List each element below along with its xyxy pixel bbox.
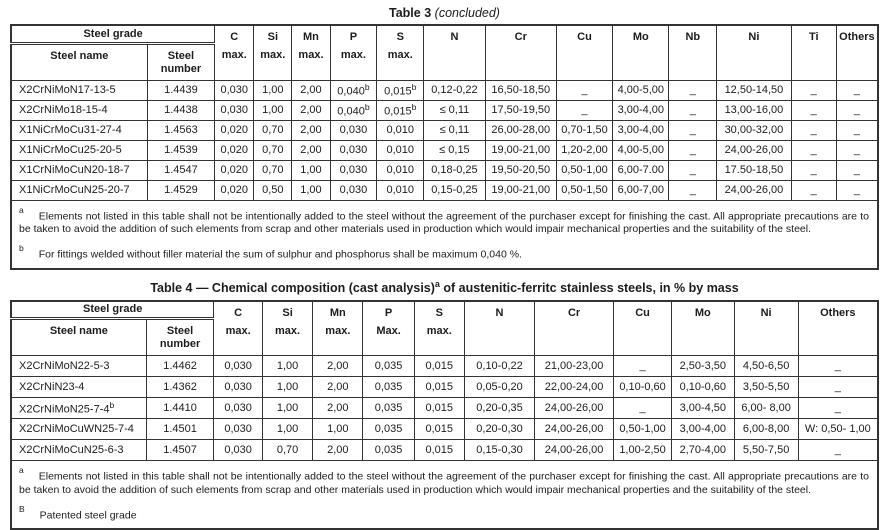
footnote-marker: b [19,243,24,253]
col-header-s [414,301,464,356]
table-row [11,440,878,461]
steel-number-header: Steel number [147,43,215,80]
value-cell: 3,50-5,50 [734,377,798,398]
value-cell: _ [614,356,672,377]
value-cell: 0,10-0,22 [464,356,534,377]
footnote-marker: B [19,503,25,514]
footnote-B [19,505,869,523]
value-cell: 4,00-5,00 [613,140,669,160]
steel-number-cell: 1.4501 [146,419,214,440]
value-cell: ≤ 0,11 [424,100,486,120]
value-cell: _ [669,180,717,200]
value-cell: 6,00- 8,00 [734,398,798,419]
table4-title [0,277,889,296]
element-max-label [792,44,836,49]
steel-number-cell: 1.4547 [147,160,215,180]
value-cell: _ [669,160,717,180]
col-header-ni [717,25,792,80]
element-symbol: C [230,31,239,43]
value-cell: 0,12-0,22 [424,80,486,100]
value-cell: 24,00-26,00 [717,140,792,160]
value-cell: W: 0,50- 1,00 [798,419,878,440]
value-cell: 0,030 [214,377,263,398]
value-cell: 3,00-4,00 [613,100,669,120]
value-cell: 0,50 [254,180,292,200]
value-cell: 1,00 [262,419,312,440]
value-cell: 1,00 [254,100,292,120]
footnote-cell [11,461,878,530]
element-max-label [486,44,556,49]
element-max-label: max. [225,324,251,337]
steel-number-cell: 1.4439 [147,80,215,100]
footnote-text: Elements not listed in this table shall not be intentionally added to the steel without the agreement of the purchaser except for finishing the cast. All appropriate precautions are to be taken to avoid the addition of such elements from scrap and other materials used in production which would impair mechanical properties and the suitability of the steel. [19,210,869,235]
steel-name-cell: X1NiCrMoCuN25-20-7 [11,180,147,200]
table3 [10,24,879,270]
value-cell: 0,020 [215,180,254,200]
col-header-others [836,25,878,80]
value-cell: 24,00-26,00 [717,180,792,200]
value-cell: 0,030 [215,100,254,120]
col-header-mn [292,25,330,80]
footnote-b [19,244,869,262]
value-cell: _ [791,120,836,140]
value-cell: 2,00 [313,377,363,398]
steel-name-cell: X1NiCrMoCu31-27-4 [11,120,147,140]
value-cell: _ [669,80,717,100]
element-max-label: max. [387,49,413,61]
value-cell: 2,00 [292,120,330,140]
table-row [11,180,878,200]
element-max-label [735,320,798,325]
steel-name-cell: X2CrNiN23-4 [11,377,146,398]
element-symbol: Cr [514,31,527,43]
steel-name-cell: X2CrNiMoN17-13-5 [11,80,147,100]
element-max-label: Max. [376,324,401,337]
element-symbol: Others [839,31,875,43]
col-header-ni [734,301,798,356]
value-cell: 6,00-7.00 [613,160,669,180]
element-symbol: Si [267,31,279,43]
value-cell: 2,00 [292,80,330,100]
table3-title-main: Table 3 [389,6,432,20]
table-row [11,140,878,160]
footnote-ref: b [109,400,115,411]
table-row [11,419,878,440]
value-cell: 1,00 [262,398,312,419]
footnote-a [19,206,869,237]
element-max-label [613,44,668,49]
value-cell: 5,50-7,50 [734,440,798,461]
value-cell: 1,00-2,50 [614,440,672,461]
value-cell: 6,00-8,00 [734,419,798,440]
col-header-si [254,25,292,80]
element-max-label [799,320,877,325]
value-cell: 0,015 [414,356,464,377]
element-symbol: Mo [694,306,711,319]
element-max-label: max. [298,49,324,61]
value-cell: 0,030 [330,140,377,160]
col-header-c [215,25,254,80]
col-header-n [464,301,534,356]
value-cell: 0,035 [363,377,414,398]
element-max-label [672,320,733,325]
value-cell: _ [798,356,878,377]
value-cell: _ [791,100,836,120]
value-cell: _ [836,140,878,160]
steel-name-cell: X2CrNiMo18-15-4 [11,100,147,120]
value-cell: 0,040$^b$ [330,100,377,120]
table-row [11,80,878,100]
col-header-cu [614,301,672,356]
steel-name-cell: X2CrNiMoCuN25-6-3 [11,440,146,461]
value-cell: 21,00-23,00 [535,356,614,377]
table4-footnotes [11,461,878,530]
col-header-cr [535,301,614,356]
table-row [11,356,878,377]
value-cell: 4,50-6,50 [734,356,798,377]
table-row [11,100,878,120]
col-header-p [330,25,377,80]
value-cell: _ [836,100,878,120]
element-symbol: S [396,31,404,43]
value-cell: _ [669,120,717,140]
value-cell: _ [791,140,836,160]
value-cell: 0,010 [377,180,424,200]
col-header-cu [556,25,612,80]
footnote-ref: b [411,82,417,93]
value-cell: 2,00 [313,440,363,461]
value-cell: _ [791,180,836,200]
steel-number-cell: 1.4539 [147,140,215,160]
element-symbol: S [435,306,443,319]
element-max-label [837,44,877,49]
value-cell: 0,035 [363,440,414,461]
table-row [11,120,878,140]
value-cell: 1,20-2,00 [556,140,612,160]
footnote-a [19,466,869,497]
element-symbol: Cu [577,31,592,43]
value-cell: 1,00 [262,377,312,398]
value-cell: 0,020 [215,140,254,160]
footnote-text: Patented steel grade [39,509,137,522]
steel-number-cell: 1.4563 [147,120,215,140]
element-max-label [717,44,791,49]
value-cell: _ [614,398,672,419]
footnote-marker: a [19,465,24,476]
value-cell: 2,50-3,50 [672,356,734,377]
steel-name-cell: X2CrNiMoN22-5-3 [11,356,146,377]
table3-footnotes [11,200,878,269]
col-header-mo [613,25,669,80]
steel-number-cell: 1.4529 [147,180,215,200]
steel-name-cell: X2CrNiMoCuWN25-7-4 [11,419,146,440]
value-cell: 1,00 [292,180,330,200]
element-max-label: max. [275,324,301,337]
table3-title-note: (concluded) [434,6,500,20]
steel-name-header: Steel name [11,319,146,356]
element-symbol: Others [820,306,856,319]
value-cell: 0,020 [215,120,254,140]
value-cell: 0,040$^b$ [330,80,377,100]
table-row [11,160,878,180]
value-cell: _ [836,120,878,140]
value-cell: 30,00-32,00 [717,120,792,140]
steel-name-cell: X1NiCrMoCu25-20-5 [11,140,147,160]
steel-number-cell: 1.4410 [146,398,214,419]
value-cell: 6,00-7,00 [613,180,669,200]
element-symbol: Mn [329,306,346,319]
element-symbol: Nb [685,31,701,43]
value-cell: 0,10-0,60 [672,377,734,398]
value-cell: 0,015 [414,419,464,440]
value-cell: 0,015$^b$ [377,100,424,120]
value-cell: 2,70-4,00 [672,440,734,461]
value-cell: 0,010 [377,120,424,140]
value-cell: _ [798,377,878,398]
value-cell: 0,030 [214,398,263,419]
steel-grade-group-header: Steel grade [11,301,214,319]
value-cell: 0,030 [330,160,377,180]
element-symbol: Ni [748,31,760,43]
col-header-n [424,25,486,80]
value-cell: 3,00-4,00 [613,120,669,140]
element-symbol: P [349,31,358,43]
footnote-ref: b [364,102,370,113]
value-cell: 0,50-1,00 [556,160,612,180]
value-cell: 0,10-0,60 [614,377,672,398]
table3-body [11,80,878,200]
value-cell: 0,015 [414,377,464,398]
element-symbol: Ti [808,31,819,43]
element-max-label: max. [260,49,286,61]
value-cell: 0,50-1,00 [614,419,672,440]
value-cell: 0,030 [215,80,254,100]
col-header-mn [313,301,363,356]
element-symbol: Cu [635,306,650,319]
value-cell: _ [798,398,878,419]
steel-name-cell: X1CrNiMoCuN20-18-7 [11,160,147,180]
element-symbol: N [495,306,504,319]
value-cell: 19,50-20,50 [485,160,556,180]
element-max-label: max. [340,49,366,61]
table4-body [11,356,878,461]
value-cell: _ [791,80,836,100]
col-header-others [798,301,878,356]
value-cell: 0,035 [363,419,414,440]
value-cell: 0,030 [214,419,263,440]
value-cell: 0,15-0,25 [424,180,486,200]
col-header-cr [485,25,556,80]
value-cell: 17,50-19,50 [485,100,556,120]
value-cell: _ [791,160,836,180]
value-cell: 2,00 [313,398,363,419]
element-max-label [669,44,716,49]
steel-grade-group-header: Steel grade [11,25,215,43]
value-cell: 0,20-0,35 [464,398,534,419]
footnote-text: For fittings welded without filler material the sum of sulphur and phosphorus shall be maximum 0,040 %. [38,248,522,261]
value-cell: 3,00-4,00 [672,419,734,440]
value-cell: 0,015 [414,398,464,419]
value-cell: 0,030 [214,440,263,461]
element-max-label: max. [221,49,247,61]
element-max-label [465,320,534,325]
element-max-label [424,44,485,49]
footnote-ref: b [411,102,417,113]
table4-title-main: Table 4 — Chemical composition (cast analysis) [150,280,435,295]
value-cell: 2,00 [292,140,330,160]
value-cell: 26,00-28,00 [485,120,556,140]
steel-number-cell: 1.4438 [147,100,215,120]
steel-number-cell: 1.4507 [146,440,214,461]
steel-name-cell: X2CrNiMoN25-7-4$^b$ [11,398,146,419]
steel-number-cell: 1.4462 [146,356,214,377]
element-max-label [614,320,671,325]
element-max-label [557,44,612,49]
table4-header [11,301,878,356]
value-cell: _ [798,440,878,461]
value-cell: _ [556,80,612,100]
value-cell: 0,035 [363,398,414,419]
table3-header [11,25,878,80]
footnote-cell [11,200,878,269]
value-cell: 3,00-4,50 [672,398,734,419]
value-cell: 2,00 [292,100,330,120]
value-cell: 24,00-26,00 [535,398,614,419]
value-cell: _ [556,100,612,120]
table-row [11,398,878,419]
value-cell: _ [669,140,717,160]
value-cell: 1,00 [254,80,292,100]
value-cell: 13,00-16,00 [717,100,792,120]
col-header-si [262,301,312,356]
value-cell: 0,18-0,25 [424,160,486,180]
table4-title-rest: of austenitic-ferritc stainless steels, in % by mass [443,280,739,295]
element-max-label [535,320,613,325]
col-header-nb [669,25,717,80]
table-row [11,377,878,398]
value-cell: 0,010 [377,140,424,160]
value-cell: 1,00 [262,356,312,377]
value-cell: 0,70 [262,440,312,461]
value-cell: 0,030 [330,120,377,140]
steel-name-header: Steel name [11,43,147,80]
element-symbol: Cr [567,306,581,319]
element-symbol: N [450,31,459,43]
value-cell: 22,00-24,00 [535,377,614,398]
value-cell: 0,15-0,30 [464,440,534,461]
footnote-text: Elements not listed in this table shall not be intentionally added to the steel without the agreement of the purchaser except for finishing the cast. All appropriate precautions are to be taken to avoid the addition of such elements from scrap and other materials used in production which would impair mechanical properties and the suitability of the steel. [19,470,869,496]
value-cell: ≤ 0,11 [424,120,486,140]
value-cell: 0,70 [254,140,292,160]
table4-title-footnote-ref: a [434,278,440,289]
element-max-label: max. [325,324,351,337]
value-cell: 17.50-18,50 [717,160,792,180]
value-cell: 0,20-0,30 [464,419,534,440]
value-cell: 19,00-21,00 [485,140,556,160]
value-cell: 0,015$^b$ [377,80,424,100]
element-symbol: P [384,306,393,319]
value-cell: 0,010 [377,160,424,180]
value-cell: 0,05-0,20 [464,377,534,398]
value-cell: _ [836,180,878,200]
footnote-marker: a [19,204,24,215]
col-header-ti [791,25,836,80]
element-symbol: Si [282,306,293,319]
table3-title [0,6,889,21]
value-cell: 24,00-26,00 [535,440,614,461]
value-cell: 0,70 [254,120,292,140]
value-cell: _ [836,80,878,100]
col-header-p [363,301,414,356]
value-cell: 16,50-18,50 [485,80,556,100]
col-header-mo [672,301,734,356]
value-cell: ≤ 0,15 [424,140,486,160]
value-cell: _ [669,100,717,120]
element-symbol: C [234,306,243,319]
value-cell: 12,50-14,50 [717,80,792,100]
value-cell: 2,00 [313,356,363,377]
table4 [10,300,879,530]
element-symbol: Ni [760,306,772,319]
value-cell: 4,00-5,00 [613,80,669,100]
value-cell: 0,70-1,50 [556,120,612,140]
value-cell: 0,035 [363,356,414,377]
value-cell: 1,00 [313,419,363,440]
value-cell: 24,00-26,00 [535,419,614,440]
value-cell: 0,015 [414,440,464,461]
footnote-ref: b [364,82,370,93]
value-cell: 0,030 [330,180,377,200]
element-symbol: Mn [303,31,319,43]
col-header-s [377,25,424,80]
value-cell: 0,50-1,50 [556,180,612,200]
element-max-label: max. [426,324,452,337]
value-cell: 0,020 [215,160,254,180]
value-cell: 1,00 [292,160,330,180]
steel-number-cell: 1.4362 [146,377,214,398]
value-cell: 0,030 [214,356,263,377]
col-header-c [214,301,263,356]
value-cell: 0,70 [254,160,292,180]
element-symbol: Mo [632,31,649,43]
value-cell: _ [836,160,878,180]
steel-number-header: Steel number [146,319,214,356]
value-cell: 19,00-21,00 [485,180,556,200]
